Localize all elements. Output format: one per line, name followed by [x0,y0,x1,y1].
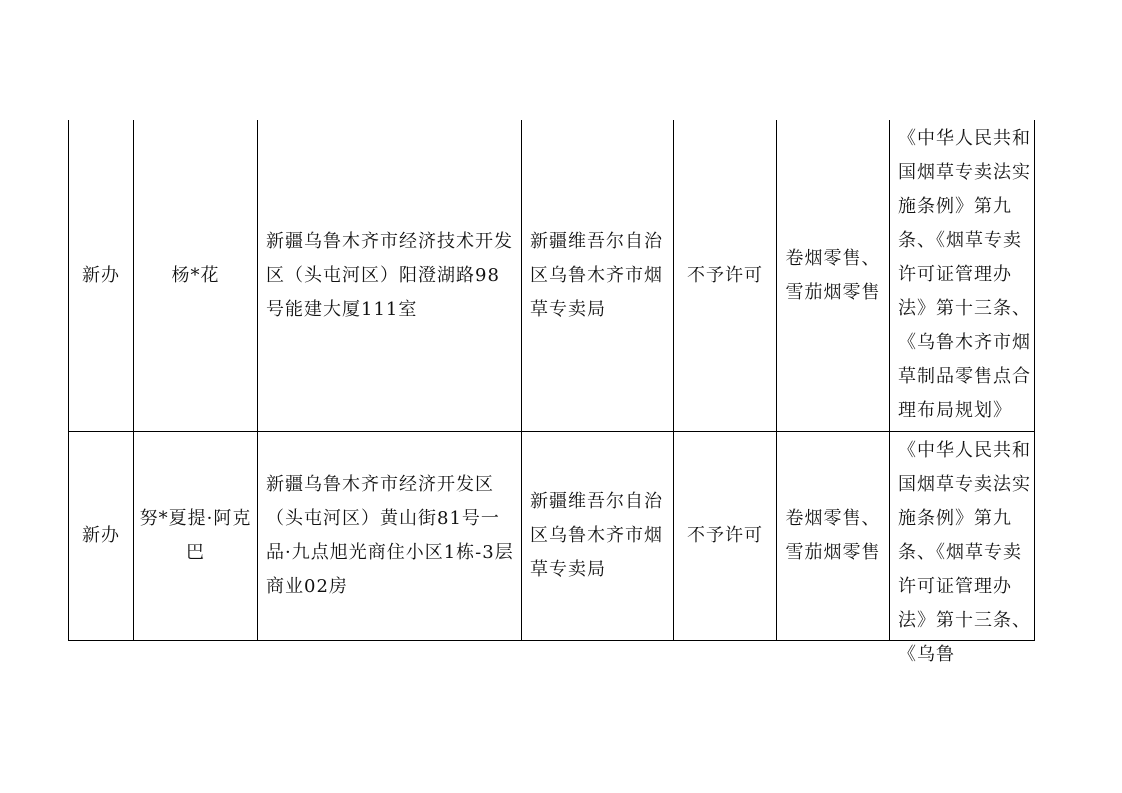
issuing-authority-cell: 新疆维吾尔自治区乌鲁木齐市烟草专卖局 [522,120,674,431]
application-type-cell: 新办 [69,432,134,640]
applicant-name-cell: 杨*花 [134,120,258,431]
business-scope-cell: 卷烟零售、雪茄烟零售 [777,120,890,431]
business-address-cell: 新疆乌鲁木齐市经济开发区（头屯河区）黄山街81号一品·九点旭光商住小区1栋-3层商业02房 [258,432,522,640]
applicant-name-cell: 努*夏提·阿克巴 [134,432,258,640]
legal-basis-cell: 《中华人民共和国烟草专卖法实施条例》第九条、《烟草专卖许可证管理办法》第十三条、《乌鲁 [898,440,1031,665]
decision-cell: 不予许可 [674,120,777,431]
business-address-cell: 新疆乌鲁木齐市经济技术开发区（头屯河区）阳澄湖路98号能建大厦111室 [258,120,522,431]
table-row [69,432,1035,665]
decision-cell: 不予许可 [674,432,777,640]
issuing-authority-cell: 新疆维吾尔自治区乌鲁木齐市烟草专卖局 [522,432,674,640]
table-row [69,120,1035,432]
legal-basis-cell: 《中华人民共和国烟草专卖法实施条例》第九条、《烟草专卖许可证管理办法》第十三条、《乌鲁木齐市烟草制品零售点合理布局规划》 [898,128,1031,421]
application-type-cell: 新办 [69,120,134,431]
license-decision-table [68,120,1035,665]
table-right-border [1034,120,1035,640]
business-scope-cell: 卷烟零售、雪茄烟零售 [777,432,890,640]
